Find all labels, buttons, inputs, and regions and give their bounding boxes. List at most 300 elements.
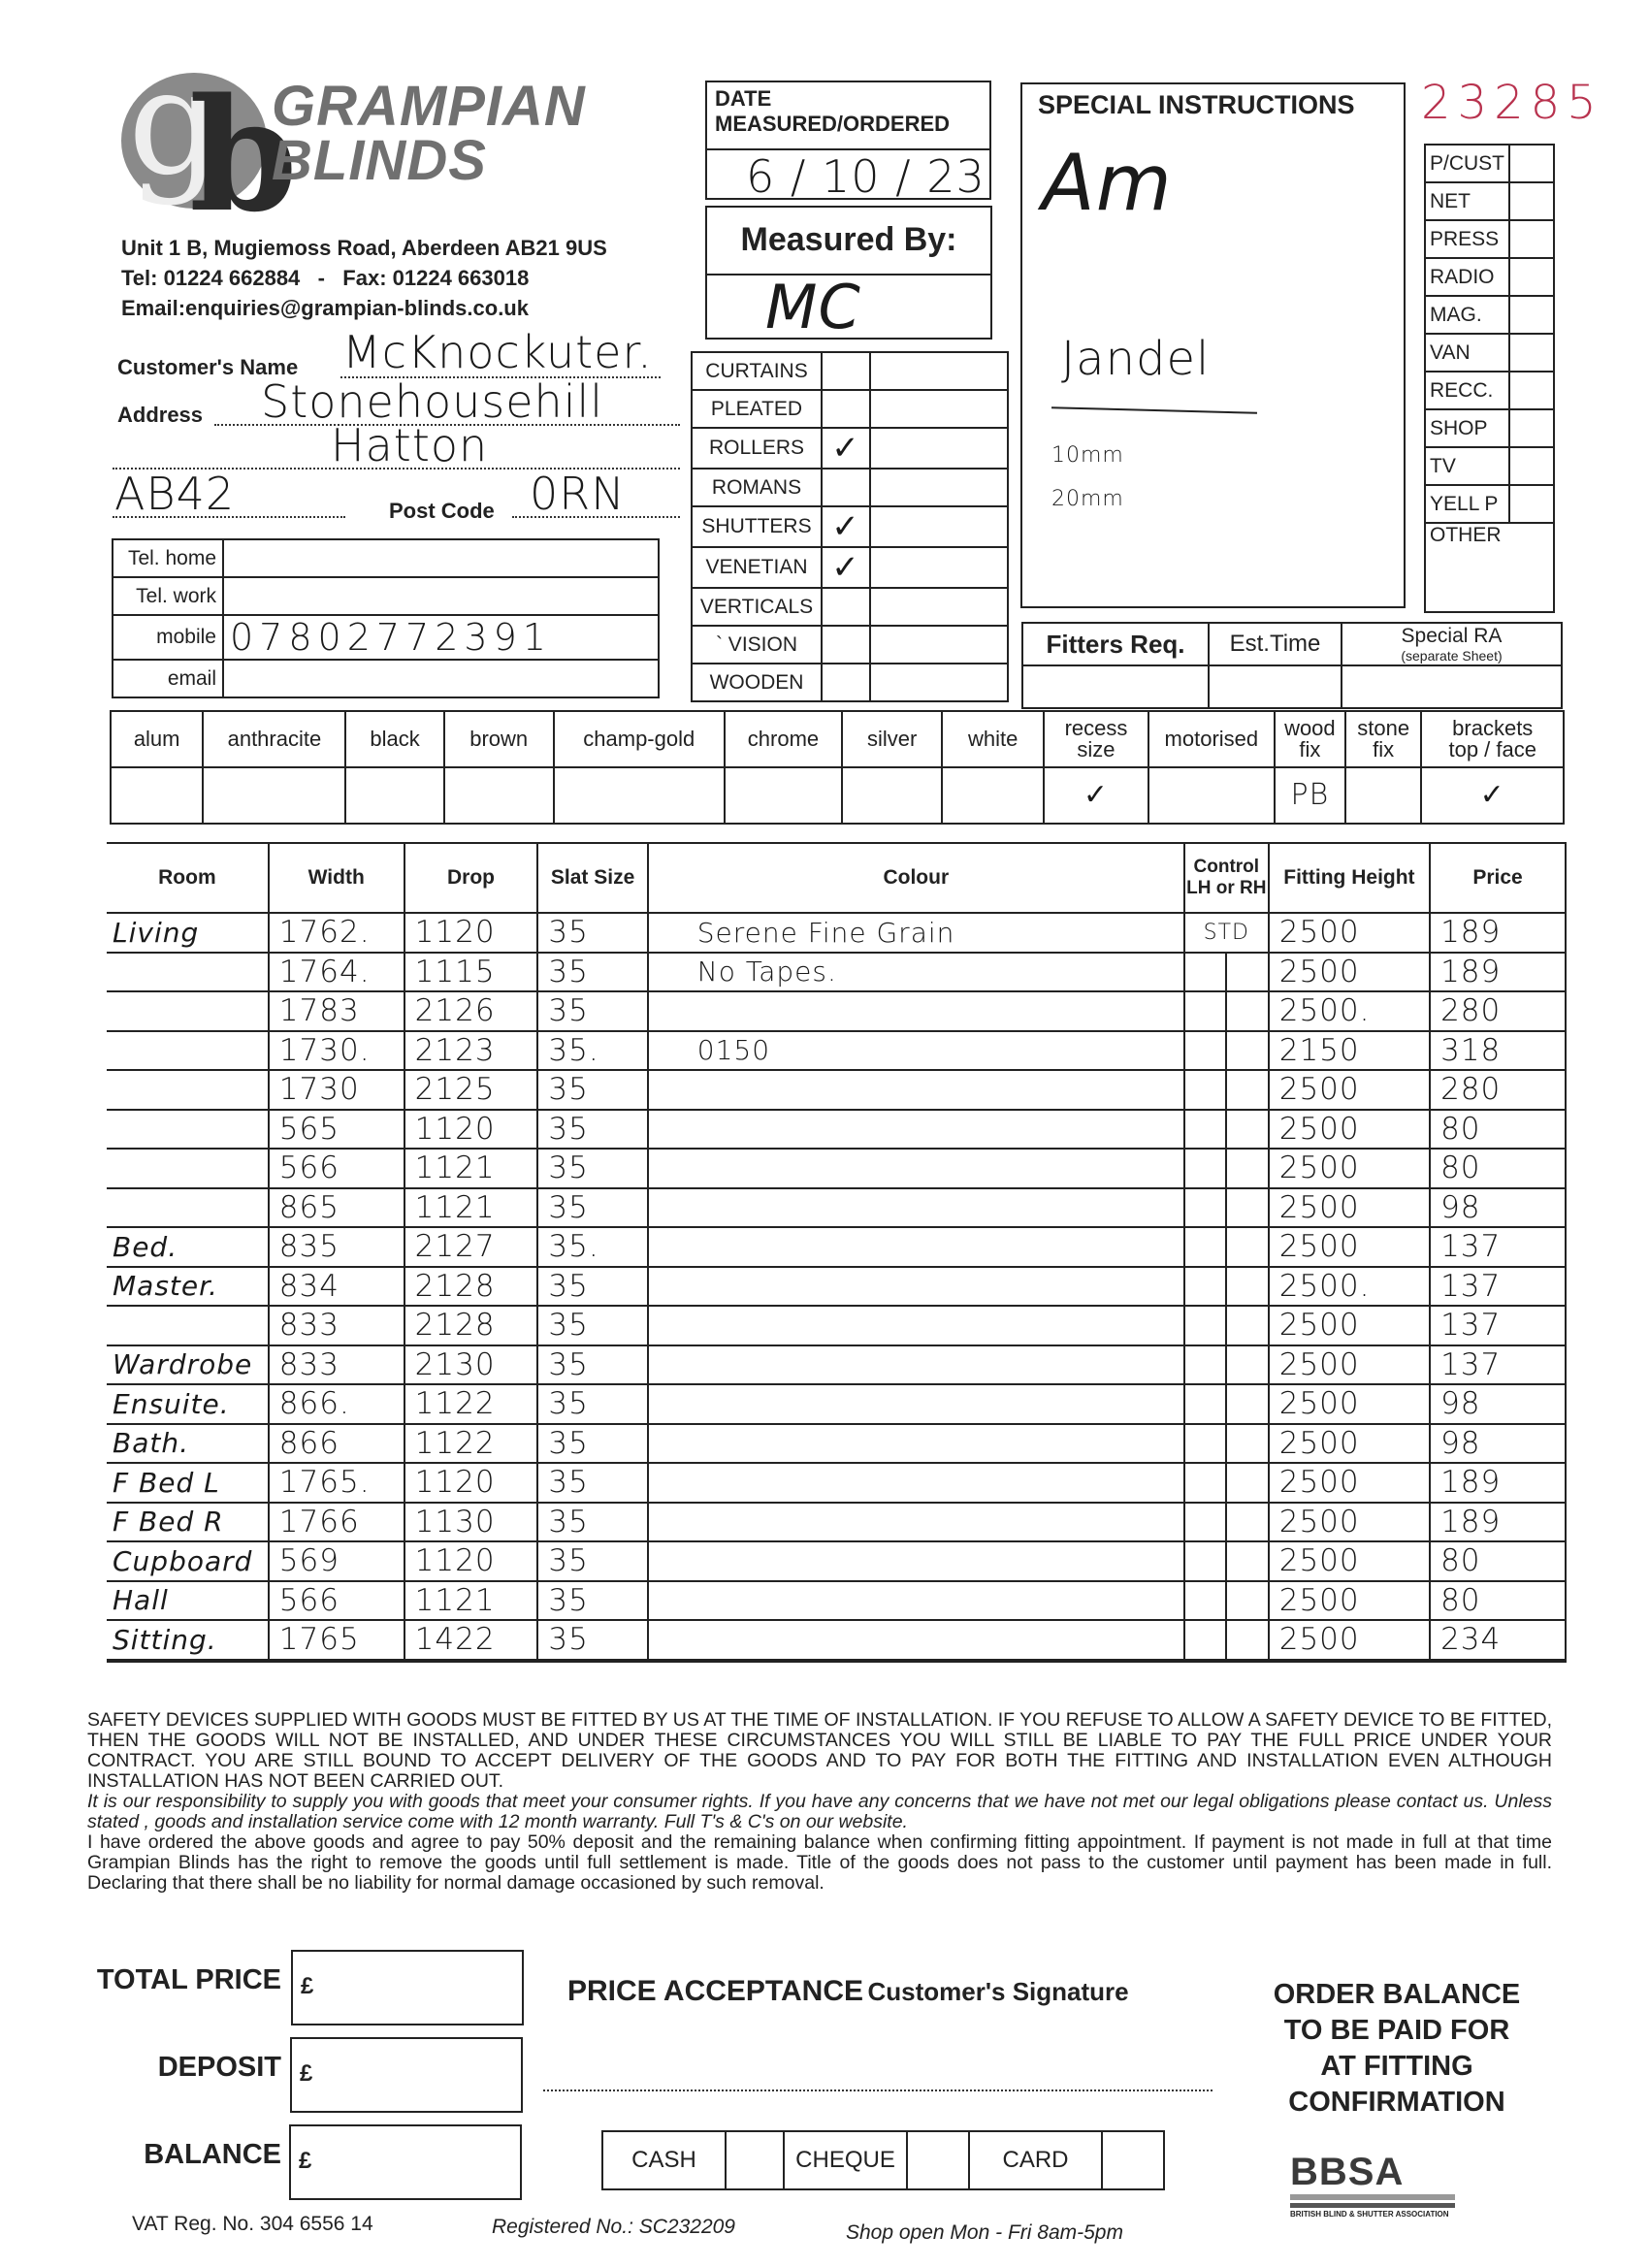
total-price-label: TOTAL PRICE [96,1964,281,1995]
cell-price[interactable]: 234 [1430,1620,1566,1661]
cell-colour[interactable]: No Tapes. [648,953,1184,992]
cell-slat[interactable]: 35 [537,1188,647,1228]
cell-room[interactable]: Master. [107,1267,269,1307]
bbsa-logo-text: BBSA [1290,2151,1405,2193]
cell-slat[interactable]: 35 [537,1149,647,1188]
cell-control[interactable] [1184,1541,1269,1581]
cell-room[interactable] [107,1031,269,1071]
cell-price[interactable]: 98 [1430,1188,1566,1228]
cell-price[interactable]: 318 [1430,1031,1566,1071]
option-label: recess size [1044,711,1148,767]
cell-width[interactable]: 1730 [269,1070,404,1110]
blind-type-label: WOODEN [692,664,822,701]
payment-cash-label: CASH [602,2131,726,2189]
cell-slat[interactable]: 35 [537,1463,647,1503]
cell-width[interactable]: 835 [269,1227,404,1267]
cell-colour[interactable] [648,1345,1184,1385]
cell-price[interactable]: 98 [1430,1424,1566,1464]
blind-type-notes[interactable] [870,626,1008,664]
option-value[interactable] [203,767,345,824]
cell-width[interactable]: 1730. [269,1031,404,1071]
cell-fit[interactable]: 2500 [1269,1463,1430,1503]
cell-control[interactable] [1184,1424,1269,1464]
blind-type-check[interactable]: ✓ [822,428,870,469]
cell-fit[interactable]: 2500 [1269,1149,1430,1188]
cell-room[interactable]: Wardrobe [107,1345,269,1385]
cell-fit[interactable]: 2500 [1269,1384,1430,1424]
cell-width[interactable]: 834 [269,1267,404,1307]
cell-colour[interactable] [648,1070,1184,1110]
postcode-value[interactable]: 0RN [530,468,626,520]
table-row [107,1345,1566,1385]
cell-slat[interactable]: 35 [537,1503,647,1542]
option-label: brackets top / face [1421,711,1564,767]
cell-drop[interactable]: 1121 [404,1188,538,1228]
table-row [107,953,1566,992]
table-row [107,913,1566,953]
est-time-field[interactable] [1209,665,1342,708]
cell-drop[interactable]: 1130 [404,1503,538,1542]
cell-room[interactable]: Bath. [107,1424,269,1464]
cell-width[interactable]: 565 [269,1110,404,1150]
table-row [107,1188,1566,1228]
cell-control[interactable] [1184,1031,1269,1071]
cell-drop[interactable]: 1122 [404,1424,538,1464]
cell-price[interactable]: 137 [1430,1306,1566,1345]
date-label-line2: MEASURED/ORDERED [715,112,951,136]
cell-slat[interactable]: 35 [537,1541,647,1581]
cell-drop[interactable]: 2130 [404,1345,538,1385]
ditto-mark [1225,1228,1227,1266]
cell-colour[interactable] [648,1463,1184,1503]
option-value[interactable]: ✓ [1044,767,1148,824]
cell-control[interactable] [1184,1384,1269,1424]
column-header-control: Control LH or RH [1184,843,1269,913]
cell-control[interactable] [1184,1503,1269,1542]
cell-colour[interactable] [648,1620,1184,1661]
ditto-mark [1225,992,1227,1030]
company-registration: Registered No.: SC232209 [492,2216,735,2238]
cell-room[interactable]: Ensuite. [107,1384,269,1424]
cell-price[interactable]: 189 [1430,913,1566,953]
cell-room[interactable] [107,1070,269,1110]
cell-fit[interactable]: 2500 [1269,1306,1430,1345]
cell-control[interactable] [1184,1110,1269,1150]
blind-type-label: ` VISION [692,626,822,664]
source-checkbox[interactable] [1509,145,1554,182]
cell-control[interactable] [1184,1267,1269,1307]
cell-fit[interactable]: 2500 [1269,953,1430,992]
table-row [107,1541,1566,1581]
source-checkbox[interactable] [1509,182,1554,220]
bbsa-logo-bar [1290,2194,1455,2200]
option-value[interactable] [1345,767,1422,824]
blind-type-check[interactable] [822,390,870,428]
mobile-field[interactable]: 07802772391 [223,615,659,660]
cell-fit[interactable]: 2500. [1269,1267,1430,1307]
option-label: wood fix [1275,711,1345,767]
tel-home-field[interactable] [223,539,659,577]
option-value[interactable]: ✓ [1421,767,1564,824]
special-ra-field[interactable] [1342,665,1562,708]
date-label-line1: DATE [715,86,772,111]
cell-colour[interactable] [648,1424,1184,1464]
cell-drop[interactable]: 2128 [404,1306,538,1345]
cell-slat[interactable]: 35 [537,913,647,953]
cell-slat[interactable]: 35 [537,1306,647,1345]
special-instructions-title: SPECIAL INSTRUCTIONS [1038,90,1355,119]
blind-type-notes[interactable] [870,428,1008,469]
blind-type-label: VERTICALS [692,588,822,626]
source-label: MAG. [1425,296,1509,334]
blind-type-notes[interactable] [870,352,1008,390]
cell-control[interactable]: STD [1184,913,1269,953]
source-other-field[interactable]: OTHER [1425,523,1554,612]
cell-slat[interactable]: 35 [537,1345,647,1385]
option-value[interactable] [725,767,842,824]
source-checkbox[interactable] [1509,334,1554,372]
blind-type-label: SHUTTERS [692,506,822,547]
cell-price[interactable]: 80 [1430,1541,1566,1581]
cell-width[interactable]: 833 [269,1306,404,1345]
notice-line: TO BE PAID FOR [1283,2015,1510,2046]
cell-width[interactable]: 1765. [269,1463,404,1503]
customer-signature-line[interactable] [543,2090,1212,2091]
cell-room[interactable]: Living [107,913,269,953]
company-name-line2: BLINDS [272,129,487,192]
customer-signature-label: Customer's Signature [867,1977,1129,2006]
cell-fit[interactable]: 2150 [1269,1031,1430,1071]
cell-fit[interactable]: 2500 [1269,1424,1430,1464]
fitters-table [1021,622,1563,709]
cell-drop[interactable]: 1121 [404,1149,538,1188]
cell-price[interactable]: 137 [1430,1227,1566,1267]
table-row [107,1463,1566,1503]
cell-slat[interactable]: 35 [537,953,647,992]
option-value[interactable] [111,767,203,824]
table-row [107,1306,1566,1345]
address-line2[interactable]: Hatton [331,419,489,471]
consumer-rights-notice: It is our responsibility to supply you with goods that meet your consumer rights. If you have any concerns that we have not met our legal obligations please contact us. Unless stated , goods and installation service come with 12 month warranty. Full T's & C's on our website. [87,1791,1552,1832]
logo-letter-g: g [128,39,222,208]
cell-colour[interactable] [648,1541,1184,1581]
tel-work-field[interactable] [223,577,659,615]
ditto-mark [1225,1542,1227,1580]
cell-drop[interactable]: 1121 [404,1581,538,1621]
cell-drop[interactable]: 1120 [404,913,538,953]
source-label: TV [1425,447,1509,485]
option-value[interactable] [842,767,942,824]
blind-type-check[interactable]: ✓ [822,506,870,547]
cell-room[interactable]: F Bed L [107,1463,269,1503]
cell-drop[interactable]: 2125 [404,1070,538,1110]
cell-colour[interactable] [648,1188,1184,1228]
source-label: PRESS [1425,220,1509,258]
cell-control[interactable] [1184,1188,1269,1228]
cell-width[interactable]: 1766 [269,1503,404,1542]
cell-colour[interactable] [648,1110,1184,1150]
payment-cash-checkbox[interactable] [726,2131,784,2189]
cell-slat[interactable]: 35. [537,1227,647,1267]
option-value[interactable]: PB [1275,767,1345,824]
address-label: Address [117,403,204,427]
cell-colour[interactable] [648,991,1184,1031]
source-checkbox[interactable] [1509,220,1554,258]
cell-slat[interactable]: 35 [537,1620,647,1661]
cell-slat[interactable]: 35 [537,1267,647,1307]
deposit-field[interactable] [290,2037,523,2113]
cell-slat[interactable]: 35 [537,1110,647,1150]
column-header-fitting-height: Fitting Height [1269,843,1430,913]
cell-slat[interactable]: 35 [537,991,647,1031]
cell-room[interactable] [107,953,269,992]
cell-room[interactable]: F Bed R [107,1503,269,1542]
column-header-drop: Drop [404,843,538,913]
blind-type-check[interactable] [822,664,870,701]
cell-control[interactable] [1184,1345,1269,1385]
cell-width[interactable]: 566 [269,1581,404,1621]
cell-width[interactable]: 566 [269,1149,404,1188]
cell-room[interactable] [107,1188,269,1228]
date-box [705,81,991,203]
special-instructions-box[interactable] [1020,82,1406,608]
address-row-2 [113,419,680,471]
cell-room[interactable]: Sitting. [107,1620,269,1661]
email-field[interactable] [223,660,659,697]
option-value[interactable] [345,767,443,824]
blind-type-notes[interactable] [870,588,1008,626]
cell-colour[interactable] [648,1267,1184,1307]
cell-colour[interactable]: 0150 [648,1031,1184,1071]
cell-fit[interactable]: 2500 [1269,1110,1430,1150]
cell-colour[interactable] [648,1227,1184,1267]
logo-letter-b: b [189,64,298,246]
cell-drop[interactable]: 2126 [404,991,538,1031]
cell-drop[interactable]: 2128 [404,1267,538,1307]
cell-control[interactable] [1184,1149,1269,1188]
balance-field[interactable] [289,2124,522,2200]
option-value[interactable] [554,767,725,824]
option-label: motorised [1148,711,1275,767]
cell-fit[interactable]: 2500 [1269,1070,1430,1110]
cell-price[interactable]: 80 [1430,1581,1566,1621]
blind-type-check[interactable] [822,626,870,664]
cell-width[interactable]: 866 [269,1424,404,1464]
column-header-colour: Colour [648,843,1184,913]
table-row [107,991,1566,1031]
source-checkbox[interactable] [1509,296,1554,334]
cell-colour[interactable] [648,1149,1184,1188]
address-line3[interactable]: AB42 [114,468,236,520]
ditto-mark [1225,954,1227,991]
cell-price[interactable]: 98 [1430,1384,1566,1424]
cell-width[interactable]: 1783 [269,991,404,1031]
cell-drop[interactable]: 2127 [404,1227,538,1267]
option-label: silver [842,711,942,767]
cell-slat[interactable]: 35. [537,1031,647,1071]
date-value[interactable]: 6 / 10 / 23 [746,150,986,203]
notice-line: CONFIRMATION [1288,2087,1505,2118]
cell-width[interactable]: 569 [269,1541,404,1581]
cell-slat[interactable]: 35 [537,1070,647,1110]
cell-width[interactable]: 866. [269,1384,404,1424]
notice-line: AT FITTING [1320,2051,1473,2082]
cell-fit[interactable]: 2500 [1269,1345,1430,1385]
ditto-mark [1225,1032,1227,1070]
cell-fit[interactable]: 2500 [1269,1581,1430,1621]
cell-drop[interactable]: 1120 [404,1463,538,1503]
company-contact-block [121,233,607,323]
blind-types-table [691,351,1009,702]
total-price-field[interactable] [291,1950,524,2025]
ditto-mark [1225,1385,1227,1423]
cell-control[interactable] [1184,1463,1269,1503]
option-value[interactable] [942,767,1044,824]
source-label: RADIO [1425,258,1509,296]
table-row [107,1149,1566,1188]
underline [1051,406,1257,414]
cell-control[interactable] [1184,953,1269,992]
ditto-mark [1225,1150,1227,1187]
option-label: brown [444,711,554,767]
payment-cheque-checkbox[interactable] [907,2131,969,2189]
cell-drop[interactable]: 2123 [404,1031,538,1071]
cell-slat[interactable]: 35 [537,1424,647,1464]
cell-room[interactable] [107,1110,269,1150]
source-checkbox[interactable] [1509,485,1554,523]
customer-name-value[interactable]: McKnockuter. [342,326,653,378]
cell-room[interactable] [107,991,269,1031]
option-label: anthracite [203,711,345,767]
cell-price[interactable]: 280 [1430,1070,1566,1110]
ditto-mark [1225,1425,1227,1463]
cell-fit[interactable]: 2500 [1269,1188,1430,1228]
cell-control[interactable] [1184,1620,1269,1661]
cell-price[interactable]: 80 [1430,1110,1566,1150]
option-value[interactable] [444,767,554,824]
cell-width[interactable]: 1765 [269,1620,404,1661]
cell-control[interactable] [1184,991,1269,1031]
ditto-mark [1225,1111,1227,1149]
special-instructions-signature: Am [1042,138,1173,228]
blind-type-notes[interactable] [870,469,1008,506]
option-label: white [942,711,1044,767]
cell-colour[interactable] [648,1306,1184,1345]
special-ra-label [1342,623,1562,665]
ditto-mark [1225,1621,1227,1659]
contact-label: mobile [113,615,223,660]
special-ra-title: Special RA [1401,625,1503,647]
cell-slat[interactable]: 35 [537,1581,647,1621]
source-checkbox[interactable] [1509,409,1554,447]
blind-type-notes[interactable] [870,390,1008,428]
cell-width[interactable]: 833 [269,1345,404,1385]
lead-source-table [1424,144,1555,613]
balance-label: BALANCE [144,2139,281,2170]
cell-colour[interactable] [648,1384,1184,1424]
address-line1[interactable]: Stonehousehill [261,375,604,428]
blind-type-check[interactable] [822,352,870,390]
cell-price[interactable]: 80 [1430,1149,1566,1188]
cell-price[interactable]: 137 [1430,1345,1566,1385]
blind-type-check[interactable] [822,588,870,626]
cell-colour[interactable] [648,1503,1184,1542]
blind-type-notes[interactable] [870,547,1008,588]
blind-type-notes[interactable] [870,664,1008,701]
cell-control[interactable] [1184,1227,1269,1267]
company-address: Unit 1 B, Mugiemoss Road, Aberdeen AB21 9US [121,236,607,260]
measured-by-value[interactable]: MC [765,272,861,342]
cell-room[interactable] [107,1149,269,1188]
cell-control[interactable] [1184,1581,1269,1621]
option-label: stone fix [1345,711,1422,767]
cell-room[interactable]: Cupboard [107,1541,269,1581]
cell-room[interactable] [107,1306,269,1345]
cell-price[interactable]: 280 [1430,991,1566,1031]
cell-room[interactable]: Hall [107,1581,269,1621]
cell-room[interactable]: Bed. [107,1227,269,1267]
cell-control[interactable] [1184,1306,1269,1345]
table-row [107,1031,1566,1071]
blind-type-notes[interactable] [870,506,1008,547]
ditto-mark [1225,1268,1227,1306]
option-value[interactable] [1148,767,1275,824]
cell-colour[interactable] [648,1581,1184,1621]
cell-price[interactable]: 137 [1430,1267,1566,1307]
cell-colour[interactable]: Serene Fine Grain [648,913,1184,953]
cell-drop[interactable]: 1115 [404,953,538,992]
payment-card-checkbox[interactable] [1102,2131,1164,2189]
fitters-required-field[interactable] [1022,665,1209,708]
cell-drop[interactable]: 1120 [404,1110,538,1150]
cell-width[interactable]: 1762. [269,913,404,953]
blind-type-check[interactable]: ✓ [822,547,870,588]
notice-line: ORDER BALANCE [1273,1979,1521,2010]
measured-by-box [705,206,992,340]
blind-type-label: ROLLERS [692,428,822,469]
cell-fit[interactable]: 2500 [1269,913,1430,953]
cell-price[interactable]: 189 [1430,1503,1566,1542]
contact-label: email [113,660,223,697]
cell-drop[interactable]: 1422 [404,1620,538,1661]
cell-price[interactable]: 189 [1430,953,1566,992]
contact-label: Tel. home [113,539,223,577]
cell-fit[interactable]: 2500 [1269,1227,1430,1267]
cell-fit[interactable]: 2500. [1269,991,1430,1031]
cell-price[interactable]: 189 [1430,1463,1566,1503]
option-label: chrome [725,711,842,767]
cell-fit[interactable]: 2500 [1269,1541,1430,1581]
blind-type-check[interactable] [822,469,870,506]
source-checkbox[interactable] [1509,447,1554,485]
option-label: alum [111,711,203,767]
special-instructions-note: 10mm [1051,443,1124,468]
currency-symbol: £ [300,2060,313,2087]
bbsa-caption: BRITISH BLIND & SHUTTER ASSOCIATION [1290,2210,1449,2219]
cell-fit[interactable]: 2500 [1269,1620,1430,1661]
source-checkbox[interactable] [1509,372,1554,409]
contact-table [112,538,660,698]
table-row [107,1110,1566,1150]
cell-width[interactable]: 865 [269,1188,404,1228]
cell-drop[interactable]: 1122 [404,1384,538,1424]
cell-drop[interactable]: 1120 [404,1541,538,1581]
cell-slat[interactable]: 35 [537,1384,647,1424]
source-checkbox[interactable] [1509,258,1554,296]
cell-control[interactable] [1184,1070,1269,1110]
cell-fit[interactable]: 2500 [1269,1503,1430,1542]
cell-width[interactable]: 1764. [269,953,404,992]
